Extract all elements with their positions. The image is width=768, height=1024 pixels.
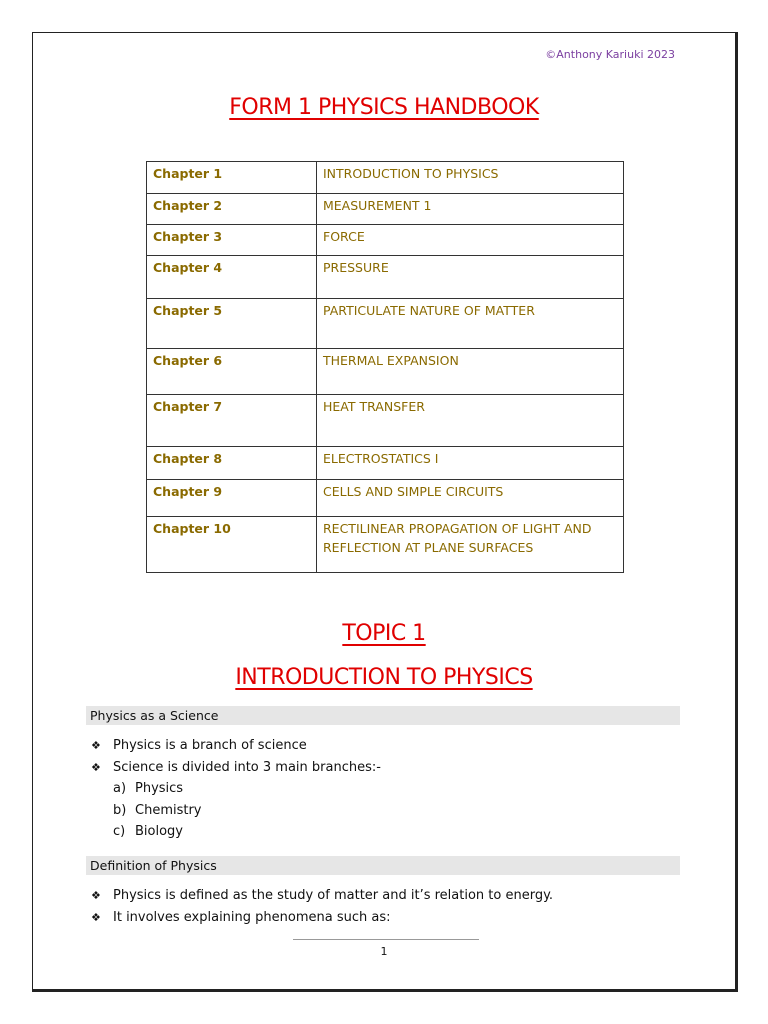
chapter-number: Chapter 1: [147, 162, 317, 194]
section-heading: Physics as a Science: [86, 706, 680, 725]
chapter-title: RECTILINEAR PROPAGATION OF LIGHT AND REFLECTION AT PLANE SURFACES: [317, 517, 624, 573]
bullet-list: [91, 735, 381, 778]
chapter-number: Chapter 2: [147, 194, 317, 225]
bullet-list: [91, 885, 553, 928]
chapter-number: Chapter 7: [147, 395, 317, 447]
chapter-title: CELLS AND SIMPLE CIRCUITS: [317, 480, 624, 517]
list-item: a) Physics: [113, 781, 184, 796]
footer-divider: [293, 939, 479, 940]
chapter-title: HEAT TRANSFER: [317, 395, 624, 447]
section-heading: Definition of Physics: [86, 856, 680, 875]
list-item: c) Biology: [113, 824, 183, 839]
table-row: [147, 517, 624, 573]
diamond-bullet-icon: ❖: [91, 739, 101, 752]
list-item: ❖ Science is divided into 3 main branches:-: [91, 757, 381, 779]
chapter-number: Chapter 5: [147, 299, 317, 349]
chapter-number: Chapter 9: [147, 480, 317, 517]
chapter-title: MEASUREMENT 1: [317, 194, 624, 225]
list-item: ❖ It involves explaining phenomena such as:: [91, 907, 553, 929]
chapter-title: ELECTROSTATICS I: [317, 447, 624, 480]
chapter-title: THERMAL EXPANSION: [317, 349, 624, 395]
page-number: 1: [380, 945, 388, 958]
topic-number: TOPIC 1: [342, 621, 426, 646]
table-row: [147, 162, 624, 194]
diamond-bullet-icon: ❖: [91, 889, 101, 902]
chapter-title: FORCE: [317, 225, 624, 256]
document-title: FORM 1 PHYSICS HANDBOOK: [229, 95, 539, 120]
copyright-notice: ©Anthony Kariuki 2023: [545, 48, 675, 61]
chapter-number: Chapter 6: [147, 349, 317, 395]
chapter-title: PARTICULATE NATURE OF MATTER: [317, 299, 624, 349]
document-page: [32, 32, 738, 992]
topic-name: INTRODUCTION TO PHYSICS: [235, 665, 533, 690]
chapter-table: [146, 161, 624, 573]
table-row: [147, 299, 624, 349]
chapter-number: Chapter 4: [147, 256, 317, 299]
diamond-bullet-icon: ❖: [91, 910, 101, 924]
list-item: b) Chemistry: [113, 802, 202, 818]
table-row: [147, 256, 624, 299]
chapter-title: INTRODUCTION TO PHYSICS: [317, 162, 624, 194]
table-row: [147, 349, 624, 395]
table-row: [147, 194, 624, 225]
diamond-bullet-icon: ❖: [91, 760, 101, 774]
chapter-number: Chapter 10: [147, 517, 317, 573]
table-row: [147, 447, 624, 480]
chapter-number: Chapter 3: [147, 225, 317, 256]
table-row: [147, 225, 624, 256]
branch-sublist: [113, 778, 202, 843]
list-item: ❖ Physics is defined as the study of matter and it’s relation to energy.: [91, 885, 553, 907]
chapter-title: PRESSURE: [317, 256, 624, 299]
table-row: [147, 480, 624, 517]
list-item: ❖ Physics is a branch of science: [91, 735, 381, 757]
chapter-number: Chapter 8: [147, 447, 317, 480]
table-row: [147, 395, 624, 447]
